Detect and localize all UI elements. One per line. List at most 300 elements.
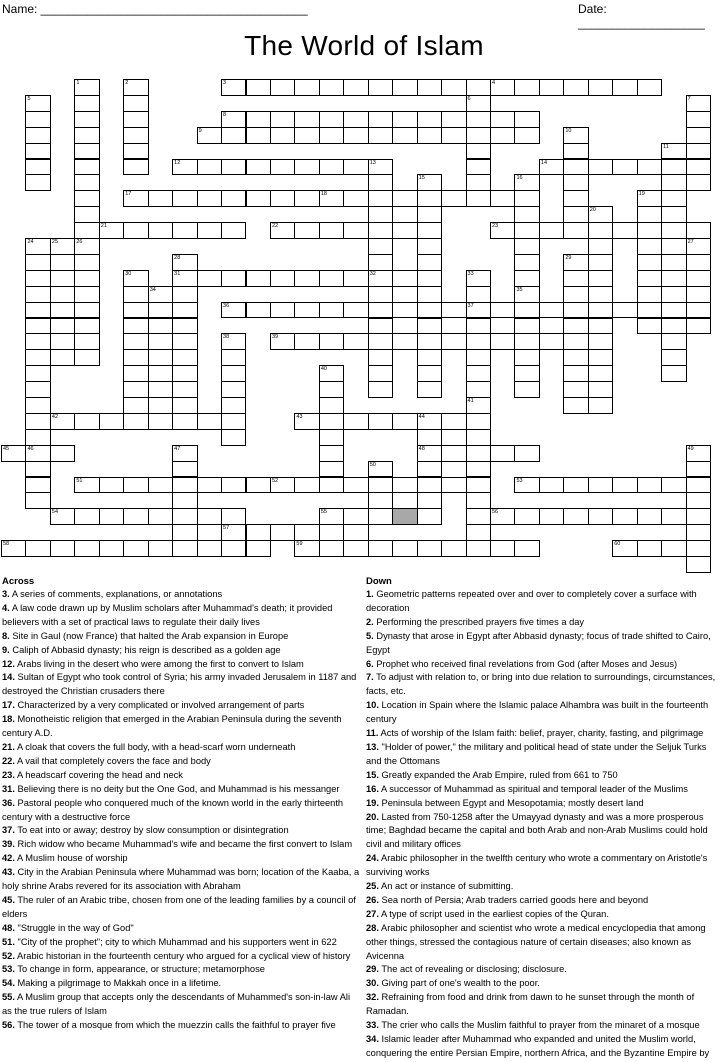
grid-cell[interactable] [221, 413, 246, 430]
grid-cell[interactable] [172, 365, 197, 382]
grid-cell[interactable] [661, 190, 686, 207]
grid-cell[interactable] [319, 159, 344, 176]
grid-cell[interactable] [319, 79, 344, 96]
grid-cell[interactable] [148, 365, 173, 382]
grid-cell[interactable] [246, 524, 271, 541]
grid-cell[interactable] [148, 318, 173, 335]
grid-cell[interactable] [343, 270, 368, 287]
grid-cell[interactable] [197, 540, 222, 557]
grid-cell[interactable] [588, 238, 613, 255]
grid-cell[interactable] [661, 286, 686, 303]
grid-cell[interactable] [270, 302, 295, 319]
grid-cell[interactable] [417, 492, 442, 509]
grid-cell[interactable] [417, 429, 442, 446]
grid-cell[interactable] [368, 270, 393, 287]
grid-cell[interactable] [25, 413, 50, 430]
grid-cell[interactable] [466, 270, 491, 287]
grid-cell[interactable] [637, 286, 662, 303]
grid-cell[interactable] [661, 508, 686, 525]
grid-cell[interactable] [99, 222, 124, 239]
grid-cell[interactable] [514, 365, 539, 382]
grid-cell[interactable] [637, 222, 662, 239]
grid-cell[interactable] [25, 111, 50, 128]
grid-cell[interactable] [490, 190, 515, 207]
grid-cell[interactable] [343, 413, 368, 430]
grid-cell[interactable] [686, 318, 711, 335]
grid-cell[interactable] [441, 79, 466, 96]
grid-cell[interactable] [514, 349, 539, 366]
grid-cell[interactable] [514, 302, 539, 319]
grid-cell[interactable] [686, 286, 711, 303]
grid-cell[interactable] [490, 302, 515, 319]
grid-cell[interactable] [123, 333, 148, 350]
grid-cell[interactable] [172, 270, 197, 287]
grid-cell[interactable] [294, 127, 319, 144]
grid-cell[interactable] [25, 318, 50, 335]
grid-cell[interactable] [294, 270, 319, 287]
grid-cell[interactable] [441, 111, 466, 128]
grid-cell[interactable] [588, 79, 613, 96]
grid-cell[interactable] [172, 159, 197, 176]
grid-cell[interactable] [172, 508, 197, 525]
grid-cell[interactable] [466, 286, 491, 303]
grid-cell[interactable] [246, 159, 271, 176]
grid-cell[interactable] [319, 524, 344, 541]
grid-cell[interactable] [221, 111, 246, 128]
grid-cell[interactable] [172, 461, 197, 478]
grid-cell[interactable] [588, 381, 613, 398]
grid-cell[interactable] [319, 461, 344, 478]
grid-cell[interactable] [25, 302, 50, 319]
grid-cell[interactable] [588, 477, 613, 494]
grid-cell[interactable] [74, 508, 99, 525]
grid-cell[interactable] [246, 111, 271, 128]
grid-cell[interactable] [123, 79, 148, 96]
grid-cell[interactable] [417, 349, 442, 366]
grid-cell[interactable] [417, 206, 442, 223]
grid-cell[interactable] [148, 508, 173, 525]
grid-cell[interactable] [25, 429, 50, 446]
grid-cell[interactable] [343, 111, 368, 128]
grid-cell[interactable] [221, 190, 246, 207]
grid-cell[interactable] [50, 349, 75, 366]
grid-cell[interactable] [74, 270, 99, 287]
grid-cell[interactable] [25, 159, 50, 176]
grid-cell[interactable] [417, 190, 442, 207]
grid-cell[interactable] [637, 159, 662, 176]
grid-cell[interactable] [221, 429, 246, 446]
grid-cell[interactable] [612, 159, 637, 176]
grid-cell[interactable] [343, 79, 368, 96]
grid-cell[interactable] [563, 302, 588, 319]
grid-cell[interactable] [123, 190, 148, 207]
grid-cell[interactable] [123, 540, 148, 557]
grid-cell[interactable] [172, 381, 197, 398]
grid-cell[interactable] [490, 445, 515, 462]
grid-cell[interactable] [392, 222, 417, 239]
grid-cell[interactable] [612, 477, 637, 494]
grid-cell[interactable] [417, 461, 442, 478]
grid-cell[interactable] [368, 477, 393, 494]
grid-cell[interactable] [74, 159, 99, 176]
grid-cell[interactable] [588, 254, 613, 271]
grid-cell[interactable] [392, 508, 417, 525]
grid-cell[interactable] [123, 318, 148, 335]
grid-cell[interactable] [661, 365, 686, 382]
grid-cell[interactable] [319, 381, 344, 398]
grid-cell[interactable] [99, 477, 124, 494]
grid-cell[interactable] [661, 318, 686, 335]
grid-cell[interactable] [686, 174, 711, 191]
grid-cell[interactable] [686, 445, 711, 462]
grid-cell[interactable] [588, 159, 613, 176]
grid-cell[interactable] [466, 477, 491, 494]
grid-cell[interactable] [74, 318, 99, 335]
grid-cell[interactable] [343, 540, 368, 557]
grid-cell[interactable] [246, 79, 271, 96]
grid-cell[interactable] [246, 127, 271, 144]
grid-cell[interactable] [417, 174, 442, 191]
grid-cell[interactable] [417, 79, 442, 96]
grid-cell[interactable] [74, 143, 99, 160]
grid-cell[interactable] [514, 318, 539, 335]
grid-cell[interactable] [74, 286, 99, 303]
grid-cell[interactable] [74, 238, 99, 255]
grid-cell[interactable] [392, 477, 417, 494]
grid-cell[interactable] [74, 413, 99, 430]
grid-cell[interactable] [466, 492, 491, 509]
grid-cell[interactable] [514, 79, 539, 96]
grid-cell[interactable] [50, 333, 75, 350]
grid-cell[interactable] [466, 159, 491, 176]
grid-cell[interactable] [221, 477, 246, 494]
grid-cell[interactable] [563, 79, 588, 96]
grid-cell[interactable] [25, 477, 50, 494]
grid-cell[interactable] [221, 349, 246, 366]
grid-cell[interactable] [25, 270, 50, 287]
grid-cell[interactable] [197, 413, 222, 430]
grid-cell[interactable] [514, 127, 539, 144]
grid-cell[interactable] [466, 413, 491, 430]
grid-cell[interactable] [221, 397, 246, 414]
grid-cell[interactable] [50, 302, 75, 319]
grid-cell[interactable] [221, 159, 246, 176]
grid-cell[interactable] [588, 222, 613, 239]
grid-cell[interactable] [25, 333, 50, 350]
grid-cell[interactable] [246, 270, 271, 287]
grid-cell[interactable] [661, 238, 686, 255]
grid-cell[interactable] [294, 222, 319, 239]
grid-cell[interactable] [417, 270, 442, 287]
grid-cell[interactable] [588, 349, 613, 366]
grid-cell[interactable] [539, 333, 564, 350]
grid-cell[interactable] [637, 302, 662, 319]
grid-cell[interactable] [466, 143, 491, 160]
grid-cell[interactable] [637, 254, 662, 271]
grid-cell[interactable] [294, 79, 319, 96]
grid-cell[interactable] [221, 365, 246, 382]
grid-cell[interactable] [392, 302, 417, 319]
grid-cell[interactable] [368, 381, 393, 398]
grid-cell[interactable] [123, 222, 148, 239]
grid-cell[interactable] [246, 477, 271, 494]
grid-cell[interactable] [368, 206, 393, 223]
grid-cell[interactable] [368, 365, 393, 382]
grid-cell[interactable] [490, 540, 515, 557]
grid-cell[interactable] [221, 127, 246, 144]
grid-cell[interactable] [270, 270, 295, 287]
grid-cell[interactable] [319, 540, 344, 557]
grid-cell[interactable] [661, 302, 686, 319]
grid-cell[interactable] [368, 508, 393, 525]
grid-cell[interactable] [563, 477, 588, 494]
grid-cell[interactable] [123, 127, 148, 144]
grid-cell[interactable] [50, 318, 75, 335]
grid-cell[interactable] [661, 540, 686, 557]
grid-cell[interactable] [343, 127, 368, 144]
grid-cell[interactable] [514, 540, 539, 557]
grid-cell[interactable] [99, 508, 124, 525]
grid-cell[interactable] [1, 540, 26, 557]
grid-cell[interactable] [466, 508, 491, 525]
grid-cell[interactable] [392, 111, 417, 128]
grid-cell[interactable] [588, 302, 613, 319]
grid-cell[interactable] [563, 365, 588, 382]
grid-cell[interactable] [368, 540, 393, 557]
grid-cell[interactable] [246, 190, 271, 207]
grid-cell[interactable] [74, 190, 99, 207]
grid-cell[interactable] [588, 365, 613, 382]
grid-cell[interactable] [123, 508, 148, 525]
grid-cell[interactable] [221, 333, 246, 350]
grid-cell[interactable] [661, 143, 686, 160]
grid-cell[interactable] [661, 206, 686, 223]
grid-cell[interactable] [172, 349, 197, 366]
grid-cell[interactable] [294, 302, 319, 319]
grid-cell[interactable] [270, 111, 295, 128]
grid-cell[interactable] [588, 286, 613, 303]
grid-cell[interactable] [74, 111, 99, 128]
grid-cell[interactable] [221, 508, 246, 525]
grid-cell[interactable] [148, 222, 173, 239]
grid-cell[interactable] [294, 190, 319, 207]
grid-cell[interactable] [25, 286, 50, 303]
grid-cell[interactable] [319, 111, 344, 128]
grid-cell[interactable] [270, 333, 295, 350]
grid-cell[interactable] [294, 540, 319, 557]
grid-cell[interactable] [392, 190, 417, 207]
grid-cell[interactable] [466, 190, 491, 207]
grid-cell[interactable] [221, 524, 246, 541]
grid-cell[interactable] [686, 95, 711, 112]
grid-cell[interactable] [441, 413, 466, 430]
grid-cell[interactable] [417, 333, 442, 350]
grid-cell[interactable] [123, 397, 148, 414]
grid-cell[interactable] [686, 270, 711, 287]
grid-cell[interactable] [123, 159, 148, 176]
grid-cell[interactable] [514, 381, 539, 398]
grid-cell[interactable] [514, 174, 539, 191]
grid-cell[interactable] [25, 254, 50, 271]
grid-cell[interactable] [172, 397, 197, 414]
grid-cell[interactable] [392, 270, 417, 287]
grid-cell[interactable] [686, 254, 711, 271]
grid-cell[interactable] [343, 524, 368, 541]
grid-cell[interactable] [123, 413, 148, 430]
grid-cell[interactable] [25, 492, 50, 509]
grid-cell[interactable] [270, 159, 295, 176]
grid-cell[interactable] [686, 143, 711, 160]
grid-cell[interactable] [197, 190, 222, 207]
grid-cell[interactable] [637, 508, 662, 525]
grid-cell[interactable] [539, 477, 564, 494]
grid-cell[interactable] [25, 397, 50, 414]
grid-cell[interactable] [197, 270, 222, 287]
grid-cell[interactable] [686, 111, 711, 128]
grid-cell[interactable] [25, 127, 50, 144]
grid-cell[interactable] [319, 477, 344, 494]
grid-cell[interactable] [563, 381, 588, 398]
grid-cell[interactable] [172, 190, 197, 207]
grid-cell[interactable] [294, 159, 319, 176]
grid-cell[interactable] [50, 413, 75, 430]
grid-cell[interactable] [368, 238, 393, 255]
grid-cell[interactable] [466, 79, 491, 96]
grid-cell[interactable] [172, 254, 197, 271]
grid-cell[interactable] [148, 540, 173, 557]
grid-cell[interactable] [466, 318, 491, 335]
grid-cell[interactable] [563, 508, 588, 525]
grid-cell[interactable] [319, 413, 344, 430]
grid-cell[interactable] [319, 445, 344, 462]
grid-cell[interactable] [148, 302, 173, 319]
grid-cell[interactable] [686, 238, 711, 255]
grid-cell[interactable] [270, 524, 295, 541]
grid-cell[interactable] [319, 333, 344, 350]
grid-cell[interactable] [466, 302, 491, 319]
grid-cell[interactable] [514, 477, 539, 494]
grid-cell[interactable] [661, 222, 686, 239]
grid-cell[interactable] [441, 445, 466, 462]
grid-cell[interactable] [612, 302, 637, 319]
grid-cell[interactable] [74, 222, 99, 239]
grid-cell[interactable] [490, 127, 515, 144]
grid-cell[interactable] [343, 159, 368, 176]
grid-cell[interactable] [392, 333, 417, 350]
grid-cell[interactable] [221, 381, 246, 398]
grid-cell[interactable] [25, 381, 50, 398]
grid-cell[interactable] [441, 302, 466, 319]
grid-cell[interactable] [466, 540, 491, 557]
grid-cell[interactable] [637, 540, 662, 557]
grid-cell[interactable] [368, 492, 393, 509]
grid-cell[interactable] [368, 111, 393, 128]
grid-cell[interactable] [343, 190, 368, 207]
grid-cell[interactable] [661, 477, 686, 494]
grid-cell[interactable] [441, 190, 466, 207]
grid-cell[interactable] [563, 206, 588, 223]
grid-cell[interactable] [221, 79, 246, 96]
grid-cell[interactable] [612, 508, 637, 525]
grid-cell[interactable] [417, 381, 442, 398]
grid-cell[interactable] [514, 508, 539, 525]
grid-cell[interactable] [441, 333, 466, 350]
grid-cell[interactable] [637, 318, 662, 335]
grid-cell[interactable] [466, 174, 491, 191]
grid-cell[interactable] [588, 318, 613, 335]
grid-cell[interactable] [343, 222, 368, 239]
grid-cell[interactable] [50, 540, 75, 557]
grid-cell[interactable] [74, 540, 99, 557]
grid-cell[interactable] [25, 365, 50, 382]
grid-cell[interactable] [270, 190, 295, 207]
grid-cell[interactable] [539, 159, 564, 176]
grid-cell[interactable] [270, 79, 295, 96]
grid-cell[interactable] [563, 270, 588, 287]
grid-cell[interactable] [686, 556, 711, 573]
grid-cell[interactable] [514, 222, 539, 239]
grid-cell[interactable] [368, 333, 393, 350]
grid-cell[interactable] [563, 190, 588, 207]
grid-cell[interactable] [563, 318, 588, 335]
grid-cell[interactable] [612, 79, 637, 96]
grid-cell[interactable] [25, 174, 50, 191]
grid-cell[interactable] [466, 365, 491, 382]
grid-cell[interactable] [637, 79, 662, 96]
grid-cell[interactable] [637, 270, 662, 287]
grid-cell[interactable] [246, 302, 271, 319]
grid-cell[interactable] [368, 318, 393, 335]
grid-cell[interactable] [563, 397, 588, 414]
grid-cell[interactable] [319, 127, 344, 144]
grid-cell[interactable] [417, 286, 442, 303]
grid-cell[interactable] [417, 254, 442, 271]
grid-cell[interactable] [50, 508, 75, 525]
grid-cell[interactable] [612, 222, 637, 239]
grid-cell[interactable] [661, 349, 686, 366]
grid-cell[interactable] [74, 174, 99, 191]
grid-cell[interactable] [172, 540, 197, 557]
grid-cell[interactable] [466, 381, 491, 398]
grid-cell[interactable] [99, 413, 124, 430]
grid-cell[interactable] [319, 222, 344, 239]
grid-cell[interactable] [563, 333, 588, 350]
grid-cell[interactable] [123, 111, 148, 128]
grid-cell[interactable] [490, 222, 515, 239]
grid-cell[interactable] [148, 349, 173, 366]
grid-cell[interactable] [514, 111, 539, 128]
grid-cell[interactable] [539, 222, 564, 239]
grid-cell[interactable] [172, 333, 197, 350]
grid-cell[interactable] [637, 206, 662, 223]
grid-cell[interactable] [172, 492, 197, 509]
grid-cell[interactable] [637, 190, 662, 207]
grid-cell[interactable] [123, 143, 148, 160]
grid-cell[interactable] [343, 333, 368, 350]
grid-cell[interactable] [637, 477, 662, 494]
grid-cell[interactable] [490, 508, 515, 525]
grid-cell[interactable] [50, 254, 75, 271]
grid-cell[interactable] [319, 429, 344, 446]
grid-cell[interactable] [514, 238, 539, 255]
grid-cell[interactable] [490, 111, 515, 128]
grid-cell[interactable] [74, 95, 99, 112]
grid-cell[interactable] [319, 397, 344, 414]
grid-cell[interactable] [123, 95, 148, 112]
grid-cell[interactable] [539, 302, 564, 319]
grid-cell[interactable] [368, 190, 393, 207]
grid-cell[interactable] [294, 413, 319, 430]
